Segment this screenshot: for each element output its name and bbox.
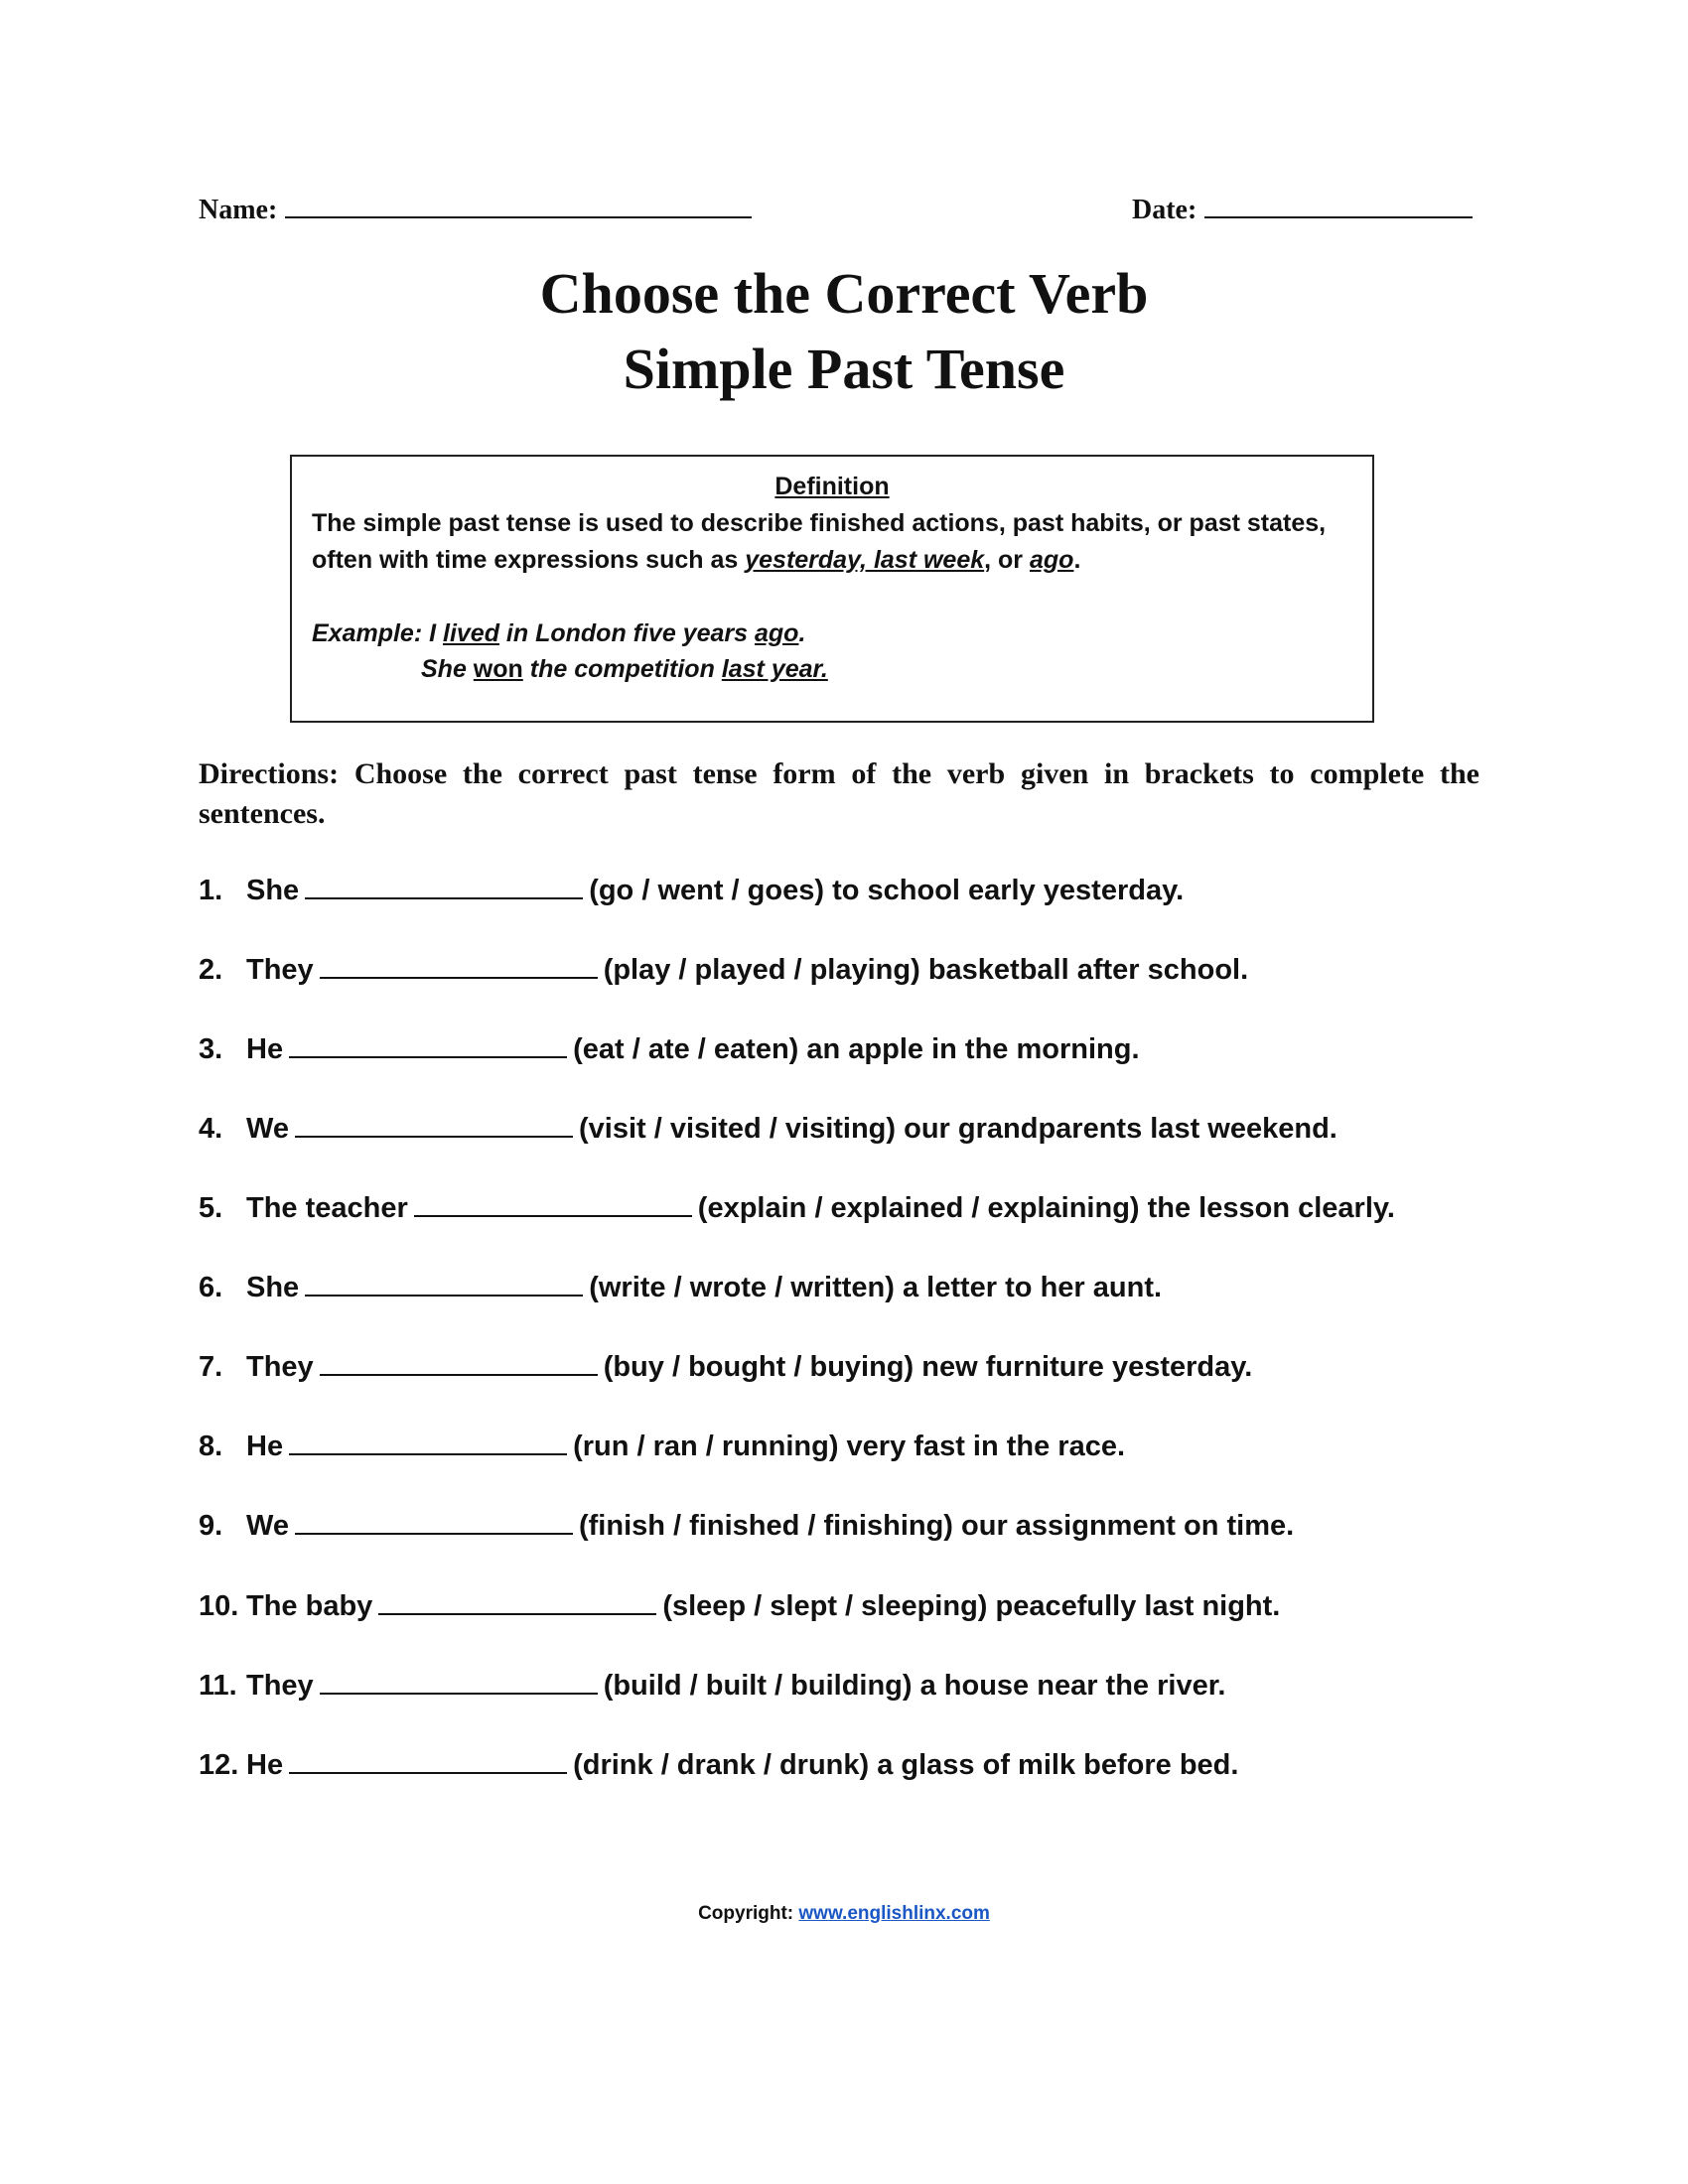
definition-line-1: The simple past tense is used to describe finished actions, past habits, or past states, — [312, 509, 1327, 537]
question-subject: They — [246, 1670, 314, 1702]
definition-line-2-prefix: often with time expressions such as — [312, 546, 746, 574]
example-1-prefix: Example: I — [312, 619, 443, 647]
answer-blank[interactable] — [305, 1271, 583, 1297]
question-number: 5. — [199, 1192, 223, 1224]
question-choices: (finish / finished / finishing) our assignment on time. — [578, 1510, 1295, 1542]
definition-line-2 — [312, 546, 1080, 575]
question-number: 3. — [199, 1033, 223, 1065]
answer-blank[interactable] — [320, 1669, 598, 1695]
definition-line-2-end: . — [1073, 546, 1081, 574]
question-item — [199, 1032, 1140, 1072]
definition-heading: Definition — [774, 473, 890, 500]
question-subject: They — [246, 1351, 314, 1383]
question-number: 11. — [199, 1670, 237, 1702]
question-number: 9. — [199, 1510, 223, 1542]
question-item — [199, 1191, 1395, 1231]
question-number: 6. — [199, 1272, 223, 1303]
copyright-label: Copyright: — [698, 1903, 794, 1924]
question-number: 1. — [199, 875, 223, 906]
definition-line-2-or: , or — [984, 546, 1030, 574]
example-1-end: . — [798, 619, 806, 647]
name-blank — [285, 195, 752, 218]
question-item — [199, 1748, 1238, 1788]
question-choices: (run / ran / running) very fast in the race. — [573, 1431, 1126, 1462]
question-item — [199, 1350, 1252, 1390]
question-number: 4. — [199, 1113, 223, 1145]
question-choices: (visit / visited / visiting) our grandparents last weekend. — [578, 1113, 1337, 1145]
question-item — [199, 1271, 1162, 1310]
example-1-mid: in London five years — [498, 619, 755, 647]
question-subject: We — [246, 1510, 289, 1542]
date-blank — [1204, 195, 1473, 218]
answer-blank[interactable] — [289, 1032, 567, 1058]
question-choices: (eat / ate / eaten) an apple in the morning. — [573, 1033, 1140, 1065]
question-subject: They — [246, 954, 314, 986]
question-subject: The teacher — [246, 1192, 408, 1224]
name-label: Name: — [199, 195, 278, 225]
date-field — [1132, 195, 1473, 226]
copyright-footer — [0, 1903, 1688, 1925]
name-field — [199, 195, 752, 226]
question-item — [199, 874, 1184, 913]
answer-blank[interactable] — [378, 1589, 656, 1615]
example-1-time: ago — [754, 619, 799, 647]
answer-blank[interactable] — [320, 1350, 598, 1376]
question-number: 8. — [199, 1431, 223, 1462]
time-expression-ago: ago — [1029, 546, 1074, 574]
question-choices: (drink / drank / drunk) a glass of milk before bed. — [573, 1749, 1239, 1781]
question-subject: She — [246, 1272, 300, 1303]
time-expressions: yesterday, last week — [745, 546, 985, 574]
question-subject: The baby — [246, 1590, 373, 1622]
example-2-prefix: She — [421, 655, 474, 683]
answer-blank[interactable] — [305, 874, 583, 899]
question-choices: (explain / explained / explaining) the lesson clearly. — [697, 1192, 1395, 1224]
answer-blank[interactable] — [289, 1748, 567, 1774]
question-choices: (build / built / building) a house near the river. — [603, 1670, 1226, 1702]
question-choices: (buy / bought / buying) new furniture yesterday. — [603, 1351, 1253, 1383]
answer-blank[interactable] — [289, 1430, 567, 1455]
question-subject: He — [246, 1431, 284, 1462]
question-number: 12. — [199, 1749, 239, 1781]
question-subject: He — [246, 1033, 284, 1065]
example-line-1 — [312, 619, 805, 648]
definition-box — [290, 455, 1374, 723]
question-item — [199, 1589, 1280, 1629]
question-choices: (play / played / playing) basketball after school. — [603, 954, 1249, 986]
example-2-verb: won — [473, 655, 523, 683]
question-subject: She — [246, 875, 300, 906]
example-1-verb: lived — [443, 619, 499, 647]
question-number: 2. — [199, 954, 223, 986]
example-line-2 — [421, 655, 828, 684]
directions-text: Directions: Choose the correct past tense form of the verb given in brackets to complete the sentences. — [199, 757, 1479, 830]
question-item — [199, 1669, 1225, 1708]
example-2-mid: the competition — [522, 655, 722, 683]
question-choices: (sleep / slept / sleeping) peacefully last night. — [662, 1590, 1281, 1622]
question-item — [199, 1509, 1294, 1549]
answer-blank[interactable] — [295, 1112, 573, 1138]
title-line-2: Simple Past Tense — [623, 337, 1065, 401]
question-item — [199, 953, 1248, 993]
question-choices: (go / went / goes) to school early yesterday. — [589, 875, 1185, 906]
question-subject: We — [246, 1113, 289, 1145]
answer-blank[interactable] — [414, 1191, 692, 1217]
example-2-time: last year. — [721, 655, 828, 683]
copyright-link[interactable]: www.englishlinx.com — [798, 1903, 990, 1924]
question-item — [199, 1112, 1337, 1152]
question-item — [199, 1430, 1125, 1469]
date-label: Date: — [1132, 195, 1197, 225]
question-number: 10. — [199, 1590, 239, 1622]
answer-blank[interactable] — [295, 1509, 573, 1535]
question-subject: He — [246, 1749, 284, 1781]
answer-blank[interactable] — [320, 953, 598, 979]
page-title — [0, 256, 1688, 407]
question-choices: (write / wrote / written) a letter to her aunt. — [589, 1272, 1163, 1303]
title-line-1: Choose the Correct Verb — [539, 261, 1149, 326]
question-number: 7. — [199, 1351, 223, 1383]
